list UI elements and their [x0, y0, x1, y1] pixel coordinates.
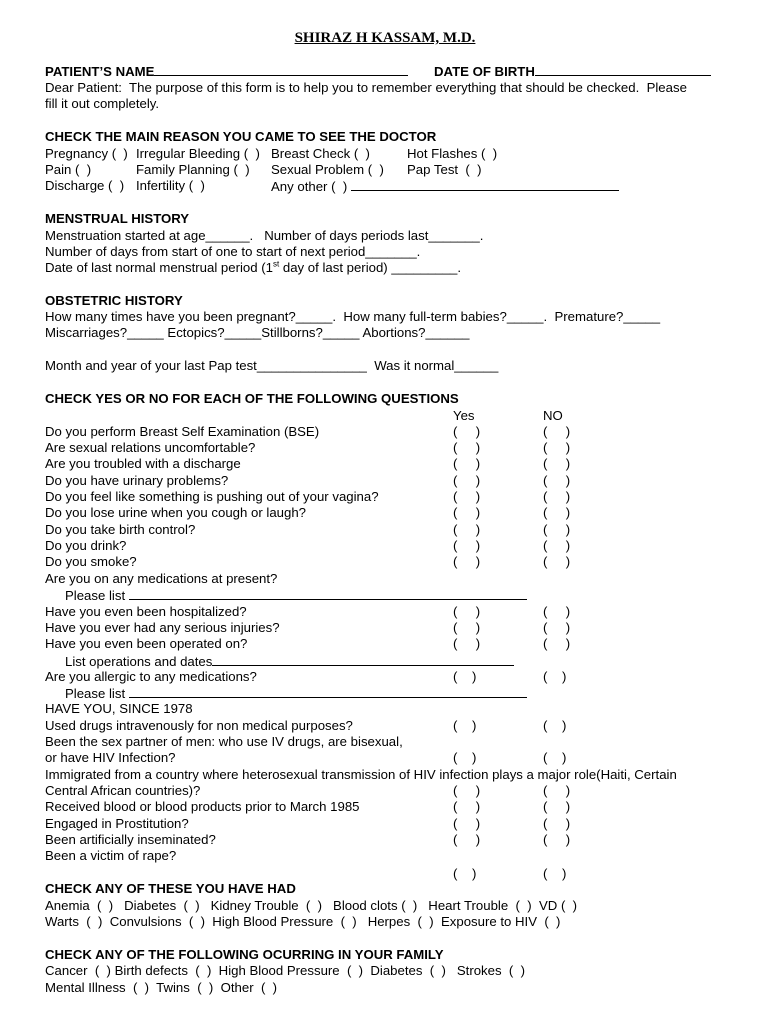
- reason-family-planning[interactable]: Family Planning ( ): [136, 162, 250, 177]
- family-line-2[interactable]: Mental Illness ( ) Twins ( ) Other ( ): [45, 980, 278, 995]
- since-1978-heading: HAVE YOU, SINCE 1978: [45, 701, 193, 716]
- q-iv-drugs-label: Used drugs intravenously for non medical purposes?: [45, 718, 353, 733]
- questions-heading: CHECK YES OR NO FOR EACH OF THE FOLLOWING QUESTIONS: [45, 391, 459, 406]
- q-sexual-relations-no-box[interactable]: ( ): [543, 440, 571, 455]
- patient-name-label: PATIENT’S NAME: [45, 63, 408, 80]
- q-bse-yes-box[interactable]: ( ): [453, 424, 481, 439]
- operations-list-label: List operations and dates: [65, 653, 514, 670]
- q-operated-yes-box[interactable]: ( ): [453, 636, 481, 651]
- q-prostitution-yes-box[interactable]: ( ): [453, 816, 481, 831]
- reason-any-other[interactable]: Any other ( ): [271, 178, 619, 195]
- q-allergic-no-box[interactable]: ( ): [543, 669, 567, 684]
- reason-pregnancy[interactable]: Pregnancy ( ): [45, 146, 128, 161]
- q-injuries-yes-box[interactable]: ( ): [453, 620, 481, 635]
- q-rape-label: Been a victim of rape?: [45, 848, 177, 863]
- q-inseminated-label: Been artificially inseminated?: [45, 832, 216, 847]
- q-immigrated-label: Central African countries)?: [45, 783, 201, 798]
- q-drink-label: Do you drink?: [45, 538, 127, 553]
- q-immigrated-no-box[interactable]: ( ): [543, 783, 571, 798]
- q-discharge-yes-box[interactable]: ( ): [453, 456, 481, 471]
- intro-line-2: fill it out completely.: [45, 96, 160, 111]
- q-lose-urine-no-box[interactable]: ( ): [543, 505, 571, 520]
- dob-field[interactable]: [535, 63, 711, 76]
- yes-column-header: Yes: [453, 408, 475, 423]
- q-hospitalized-yes-box[interactable]: ( ): [453, 604, 481, 619]
- medications-list-label: Please list: [65, 587, 527, 604]
- q-bse-label: Do you perform Breast Self Examination (BSE): [45, 424, 320, 439]
- q-discharge-no-box[interactable]: ( ): [543, 456, 571, 471]
- reason-discharge[interactable]: Discharge ( ): [45, 178, 125, 193]
- reason-pain[interactable]: Pain ( ): [45, 162, 92, 177]
- menstrual-line-1: Menstruation started at age______. Number of days periods last_______.: [45, 228, 484, 243]
- reason-irregular-bleeding[interactable]: Irregular Bleeding ( ): [136, 146, 260, 161]
- q-drink-no-box[interactable]: ( ): [543, 538, 571, 553]
- q-blood-products-yes-box[interactable]: ( ): [453, 799, 481, 814]
- reason-infertility[interactable]: Infertility ( ): [136, 178, 205, 193]
- q-sex-partner-no-box[interactable]: ( ): [543, 750, 567, 765]
- q-lose-urine-yes-box[interactable]: ( ): [453, 505, 481, 520]
- operations-list-field[interactable]: [212, 653, 514, 666]
- q-prostitution-no-box[interactable]: ( ): [543, 816, 571, 831]
- patient-name-field[interactable]: [154, 63, 408, 76]
- q-operated-no-box[interactable]: ( ): [543, 636, 571, 651]
- had-heading: CHECK ANY OF THESE YOU HAVE HAD: [45, 881, 296, 896]
- obstetric-line-1: How many times have you been pregnant?_____. How many full-term babies?_____. Premature?_____: [45, 309, 661, 324]
- q-blood-products-no-box[interactable]: ( ): [543, 799, 571, 814]
- question-sex-partner-line-1: Been the sex partner of men: who use IV drugs, are bisexual,: [45, 734, 403, 749]
- obstetric-heading: OBSTETRIC HISTORY: [45, 293, 183, 308]
- menstrual-line-2: Number of days from start of one to start of next period_______.: [45, 244, 421, 259]
- q-discharge-label: Are you troubled with a discharge: [45, 456, 241, 471]
- page-title: SHIRAZ H KASSAM, M.D.: [294, 30, 476, 46]
- q-lose-urine-label: Do you lose urine when you cough or laugh?: [45, 505, 306, 520]
- q-sex-partner-label: or have HIV Infection?: [45, 750, 176, 765]
- q-iv-drugs-no-box[interactable]: ( ): [543, 718, 567, 733]
- q-pushing-out-label: Do you feel like something is pushing out of your vagina?: [45, 489, 379, 504]
- no-column-header: NO: [543, 408, 563, 423]
- reason-sexual-problem[interactable]: Sexual Problem ( ): [271, 162, 384, 177]
- dob-label: DATE OF BIRTH: [434, 63, 711, 80]
- q-sexual-relations-label: Are sexual relations uncomfortable?: [45, 440, 256, 455]
- reason-hot-flashes[interactable]: Hot Flashes ( ): [407, 146, 498, 161]
- q-rape-yes-box[interactable]: ( ): [453, 866, 477, 881]
- q-birth-control-yes-box[interactable]: ( ): [453, 522, 481, 537]
- had-line-2[interactable]: Warts ( ) Convulsions ( ) High Blood Pressure ( ) Herpes ( ) Exposure to HIV ( ): [45, 914, 561, 929]
- q-sex-partner-yes-box[interactable]: ( ): [453, 750, 477, 765]
- q-allergic-label: Are you allergic to any medications?: [45, 669, 257, 684]
- q-smoke-label: Do you smoke?: [45, 554, 137, 569]
- q-rape-no-box[interactable]: ( ): [543, 866, 567, 881]
- allergy-list-label: Please list: [65, 685, 527, 702]
- q-immigrated-yes-box[interactable]: ( ): [453, 783, 481, 798]
- q-injuries-label: Have you ever had any serious injuries?: [45, 620, 280, 635]
- q-urinary-no-box[interactable]: ( ): [543, 473, 571, 488]
- q-inseminated-no-box[interactable]: ( ): [543, 832, 571, 847]
- q-bse-no-box[interactable]: ( ): [543, 424, 571, 439]
- q-blood-products-label: Received blood or blood products prior to March 1985: [45, 799, 360, 814]
- intro-line-1: Dear Patient: The purpose of this form is to help you to remember everything that should be checked. Please: [45, 80, 687, 95]
- q-allergic-yes-box[interactable]: ( ): [453, 669, 477, 684]
- q-drink-yes-box[interactable]: ( ): [453, 538, 481, 553]
- q-birth-control-no-box[interactable]: ( ): [543, 522, 571, 537]
- had-line-1[interactable]: Anemia ( ) Diabetes ( ) Kidney Trouble ( ) Blood clots ( ) Heart Trouble ( ) VD ( ): [45, 898, 578, 913]
- question-medications: Are you on any medications at present?: [45, 571, 278, 586]
- q-smoke-yes-box[interactable]: ( ): [453, 554, 481, 569]
- allergy-list-field[interactable]: [129, 685, 527, 698]
- q-hospitalized-no-box[interactable]: ( ): [543, 604, 571, 619]
- family-line-1[interactable]: Cancer ( ) Birth defects ( ) High Blood Pressure ( ) Diabetes ( ) Strokes ( ): [45, 963, 526, 978]
- question-immigrated-line-1: Immigrated from a country where heterosexual transmission of HIV infection plays a major role(Haiti, Certain: [45, 767, 677, 782]
- q-hospitalized-label: Have you even been hospitalized?: [45, 604, 247, 619]
- q-operated-label: Have you even been operated on?: [45, 636, 248, 651]
- q-smoke-no-box[interactable]: ( ): [543, 554, 571, 569]
- q-prostitution-label: Engaged in Prostitution?: [45, 816, 189, 831]
- pap-test-line: Month and year of your last Pap test_______________ Was it normal______: [45, 358, 499, 373]
- q-pushing-out-yes-box[interactable]: ( ): [453, 489, 481, 504]
- q-urinary-yes-box[interactable]: ( ): [453, 473, 481, 488]
- q-iv-drugs-yes-box[interactable]: ( ): [453, 718, 477, 733]
- q-urinary-label: Do you have urinary problems?: [45, 473, 229, 488]
- reason-breast-check[interactable]: Breast Check ( ): [271, 146, 370, 161]
- obstetric-line-2: Miscarriages?_____ Ectopics?_____Stillborns?_____ Abortions?______: [45, 325, 470, 340]
- q-inseminated-yes-box[interactable]: ( ): [453, 832, 481, 847]
- q-sexual-relations-yes-box[interactable]: ( ): [453, 440, 481, 455]
- reason-heading: CHECK THE MAIN REASON YOU CAME TO SEE THE DOCTOR: [45, 129, 437, 144]
- q-injuries-no-box[interactable]: ( ): [543, 620, 571, 635]
- any-other-field[interactable]: [351, 178, 619, 191]
- q-pushing-out-no-box[interactable]: ( ): [543, 489, 571, 504]
- family-heading: CHECK ANY OF THE FOLLOWING OCURRING IN YOUR FAMILY: [45, 947, 444, 962]
- menstrual-line-3: Date of last normal menstrual period (1st day of last period) _________.: [45, 259, 462, 275]
- q-birth-control-label: Do you take birth control?: [45, 522, 196, 537]
- reason-pap-test[interactable]: Pap Test ( ): [407, 162, 482, 177]
- medications-list-field[interactable]: [129, 587, 527, 600]
- menstrual-heading: MENSTRUAL HISTORY: [45, 211, 190, 226]
